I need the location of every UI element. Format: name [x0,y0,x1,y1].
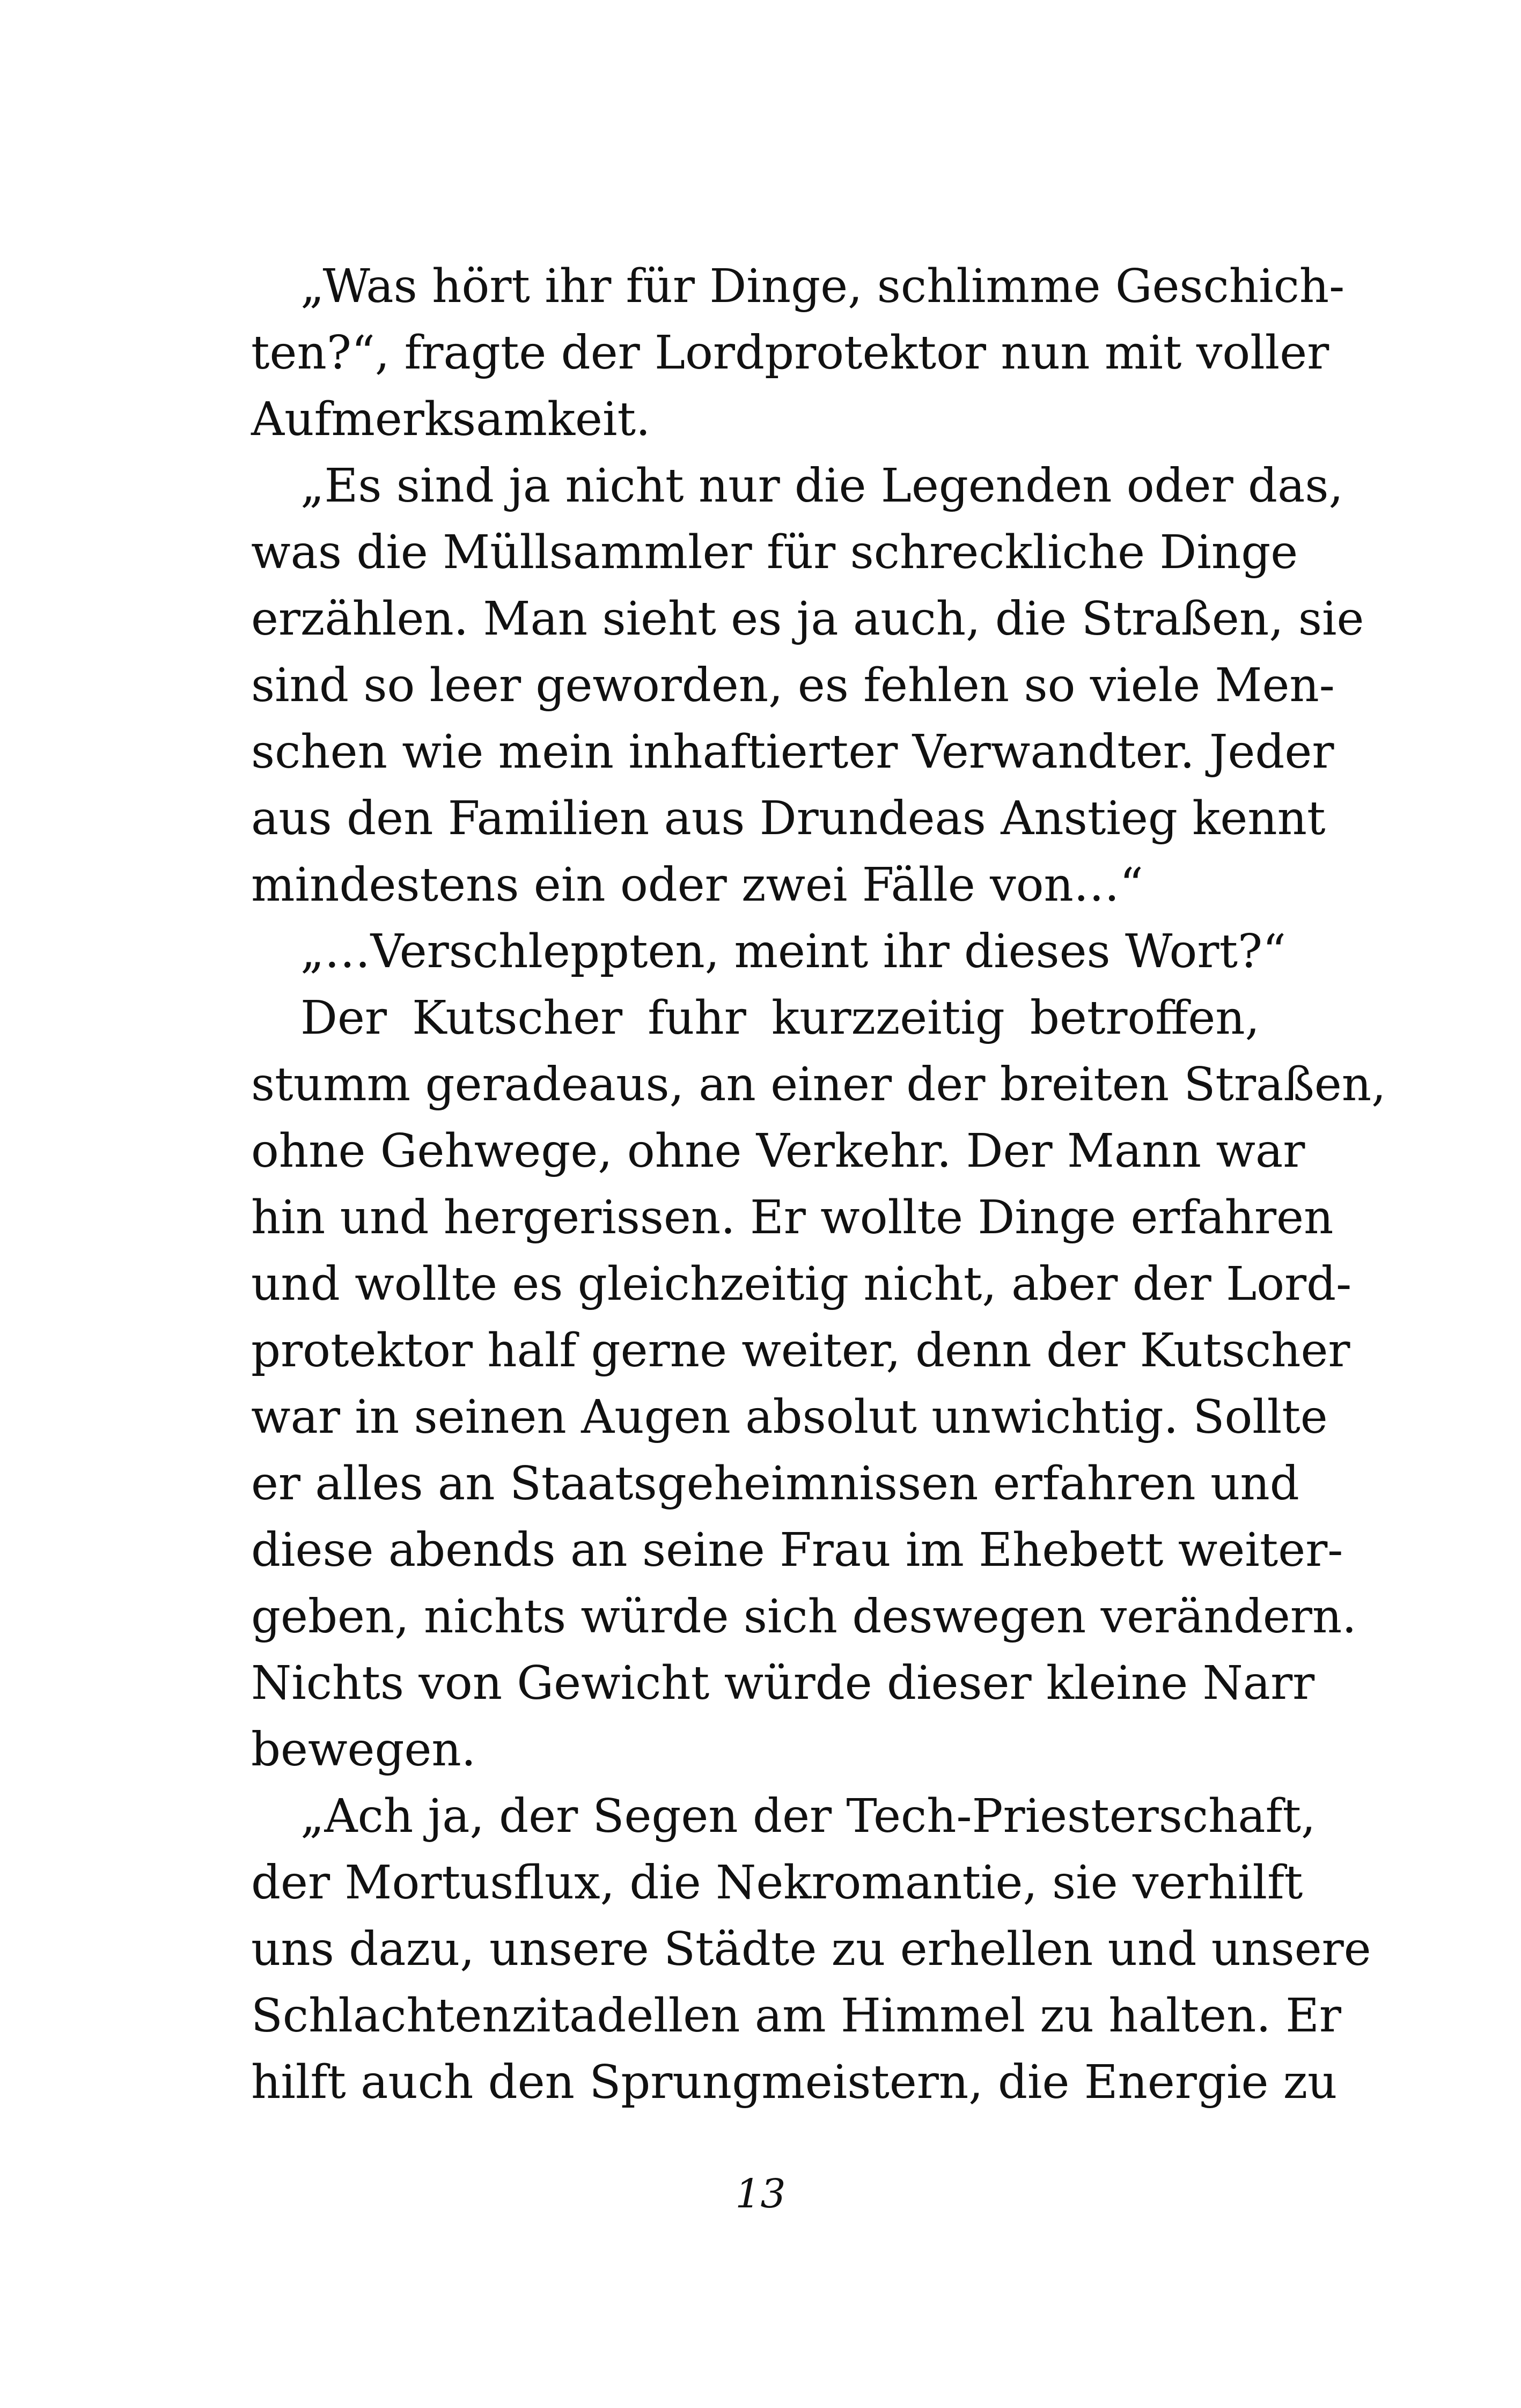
text-line: aus den Familien aus Drundeas Anstieg kennt [251,792,1326,845]
text-line: der Mortusflux, die Nekromantie, sie verhilft [251,1856,1303,1910]
text-line: Aufmerksamkeit. [251,393,651,446]
text-line: geben, nichts würde sich deswegen verändern. [251,1590,1357,1644]
text-line: protektor half gerne weiter, denn der Kutscher [251,1324,1350,1378]
text-line: ohne Gehwege, ohne Verkehr. Der Mann war [251,1124,1305,1178]
text-line: hilft auch den Sprungmeistern, die Energie zu [251,2056,1338,2109]
text-line: er alles an Staatsgeheimnissen erfahren und [251,1457,1299,1511]
page-number: 13 [735,2171,786,2217]
text-line: „Was hört ihr für Dinge, schlimme Geschich- [300,260,1345,313]
text-line: hin und hergerissen. Er wollte Dinge erfahren [251,1191,1334,1244]
text-line: „Ach ja, der Segen der Tech-Priesterschaft, [300,1790,1316,1843]
text-line: stumm geradeaus, an einer der breiten Straßen, [251,1058,1386,1111]
text-line: schen wie mein inhaftierter Verwandter. Jeder [251,725,1334,779]
text-line: uns dazu, unsere Städte zu erhellen und unsere [251,1923,1371,1976]
text-line: „Es sind ja nicht nur die Legenden oder das, [300,459,1343,513]
text-line: diese abends an seine Frau im Ehebett weiter- [251,1523,1343,1577]
text-line: „…Verschleppten, meint ihr dieses Wort?“ [300,925,1287,978]
text-line: ten?“, fragte der Lordprotektor nun mit voller [251,326,1329,380]
text-line: bewegen. [251,1723,476,1777]
text-line: Nichts von Gewicht würde dieser kleine Narr [251,1656,1315,1710]
text-line: und wollte es gleichzeitig nicht, aber der Lord- [251,1257,1352,1311]
text-line: Der Kutscher fuhr kurzzeitig betroffen, [300,991,1260,1045]
body-text [251,253,1386,2116]
text-line: war in seinen Augen absolut unwichtig. Sollte [251,1390,1328,1444]
text-line: sind so leer geworden, es fehlen so viele Men- [251,659,1335,712]
text-line: erzählen. Man sieht es ja auch, die Straßen, sie [251,592,1364,646]
text-line: Schlachtenzitadellen am Himmel zu halten. Er [251,1989,1341,2043]
text-line: mindestens ein oder zwei Fälle von…“ [251,858,1143,912]
text-line: was die Müllsammler für schreckliche Dinge [251,526,1298,579]
